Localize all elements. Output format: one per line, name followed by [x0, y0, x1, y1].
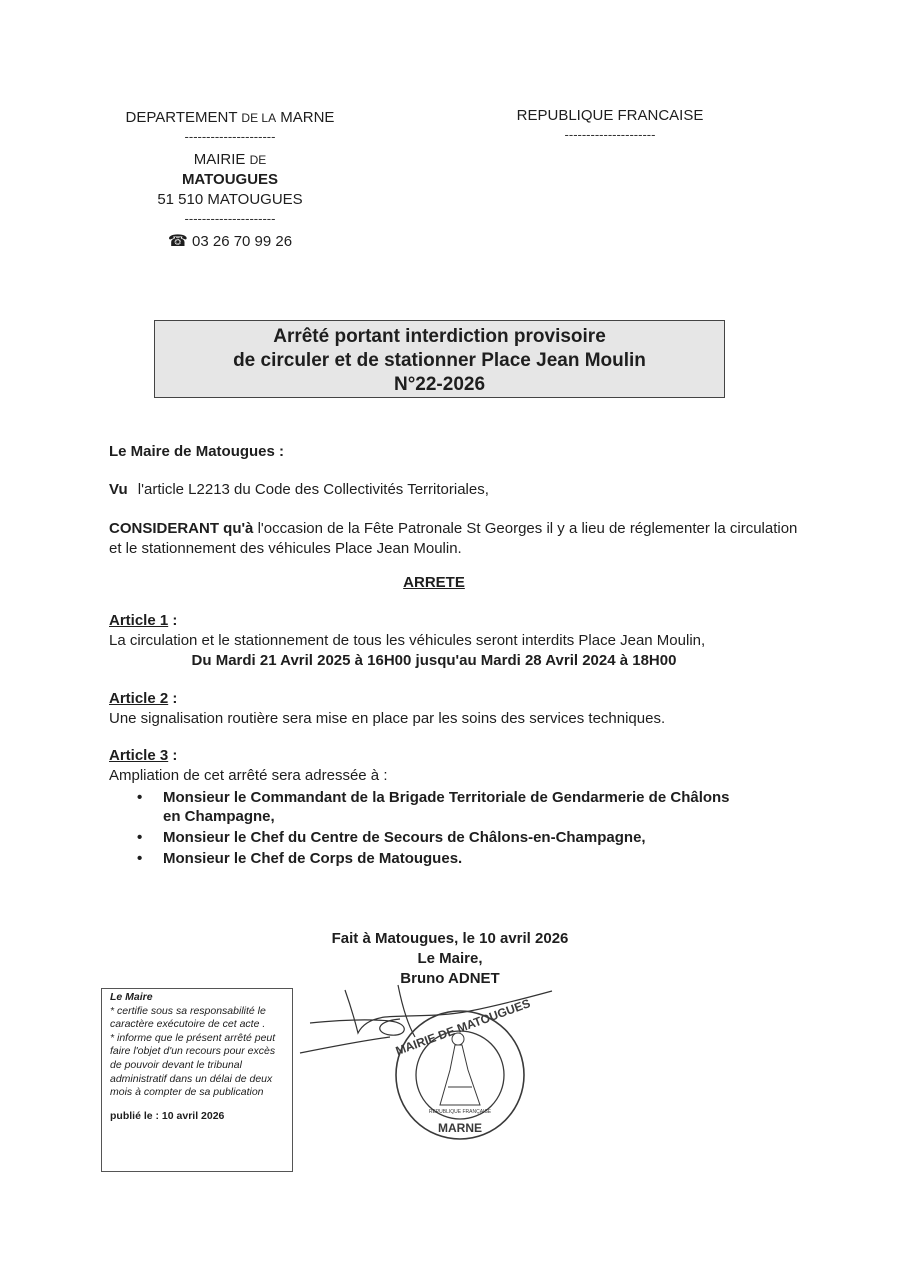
maire-heading: Le Maire de Matougues :: [109, 443, 285, 460]
article-1: Article 1 : La circulation et le stationnement de tous les véhicules seront interdits Place Jean Moulin, Du Mardi 21 Avril 2025 à 16H00 jusqu'au Mardi 28 Avril 2024 à 18H00: [109, 611, 799, 671]
signature-and-seal: [290, 975, 570, 1145]
list-item: • Monsieur le Chef du Centre de Secours de Châlons-en-Champagne,: [109, 828, 749, 847]
notice-line-2: * informe que le présent arrêté peut faire l'objet d'un recours pour excès de pouvoir devant le tribunal administratif dans un délai de deux mois à compter de sa publication: [110, 1031, 276, 1099]
signature-role: Le Maire,: [417, 950, 483, 967]
article-2-text: Une signalisation routière sera mise en place par les soins des services techniques.: [109, 710, 666, 727]
vu-paragraph: Vu l'article L2213 du Code des Collectivités Territoriales,: [109, 481, 489, 498]
recipient-list: [109, 788, 749, 868]
seal-text-bottom: MARNE: [438, 1121, 482, 1135]
address: 51 510 MATOUGUES: [157, 191, 303, 208]
article-3-text: Ampliation de cet arrêté sera adressée à :: [109, 767, 388, 784]
phone-number: 03 26 70 99 26: [192, 233, 293, 250]
arrete-heading: ARRETE: [403, 574, 465, 591]
notice-title: Le Maire: [110, 991, 153, 1003]
publication-date: publié le : 10 avril 2026: [110, 1109, 225, 1122]
title-line-1: Arrêté portant interdiction provisoire: [273, 326, 606, 347]
considerant-paragraph: CONSIDERANT qu'à l'occasion de la Fête Patronale St Georges il y a lieu de réglementer la circulation et le stationnement des véhicules Place Jean Moulin.: [109, 520, 798, 557]
header-right: [490, 106, 730, 142]
place-date: Fait à Matougues, le 10 avril 2026: [331, 930, 569, 947]
separator: ---------------------: [564, 127, 656, 142]
document-body: [109, 442, 799, 870]
seal-text-top: MAIRIE DE MATOUGUES: [393, 996, 533, 1059]
list-item: • Monsieur le Commandant de la Brigade Territoriale de Gendarmerie de Châlons en Champagne,: [109, 788, 749, 826]
publication-notice: [101, 988, 293, 1172]
seal-text-inner: REPUBLIQUE FRANÇAISE: [428, 1109, 492, 1115]
article-1-text: La circulation et le stationnement de tous les véhicules seront interdits Place Jean Moulin,: [109, 632, 706, 649]
article-1-dates: Du Mardi 21 Avril 2025 à 16H00 jusqu'au Mardi 28 Avril 2024 à 18H00: [191, 652, 677, 669]
title-box: [154, 320, 725, 398]
phone-line: [100, 232, 360, 252]
article-3: Article 3 : Ampliation de cet arrêté sera adressée à : • Monsieur le Commandant de la Brigade Territoriale de Gendarmerie de Châlons en Champagne, • Monsieur le Chef du Centre de Secours de Châlons-en-Champagne, • Monsieur le Chef de Corps de Matougues.: [109, 746, 799, 868]
notice-line-1: * certifie sous sa responsabilité le caractère exécutoire de cet acte .: [110, 1004, 266, 1031]
header-left: [100, 108, 360, 252]
mairie-line: MAIRIE DE: [193, 151, 267, 168]
article-2: Article 2 : Une signalisation routière sera mise en place par les soins des services techniques.: [109, 689, 799, 729]
department-line: DEPARTEMENT DE LA MARNE: [125, 109, 335, 126]
title-line-3: N°22-2026: [393, 374, 486, 395]
separator: ---------------------: [184, 129, 276, 144]
commune-name: MATOUGUES: [181, 171, 279, 188]
title-line-2: de circuler et de stationner Place Jean Moulin: [233, 350, 646, 371]
list-item: • Monsieur le Chef de Corps de Matougues.: [109, 849, 749, 868]
telephone-icon: ☎: [167, 233, 188, 250]
separator: ---------------------: [184, 211, 276, 226]
republic-label: REPUBLIQUE FRANCAISE: [516, 107, 704, 124]
signature-name: Bruno ADNET: [400, 970, 500, 987]
